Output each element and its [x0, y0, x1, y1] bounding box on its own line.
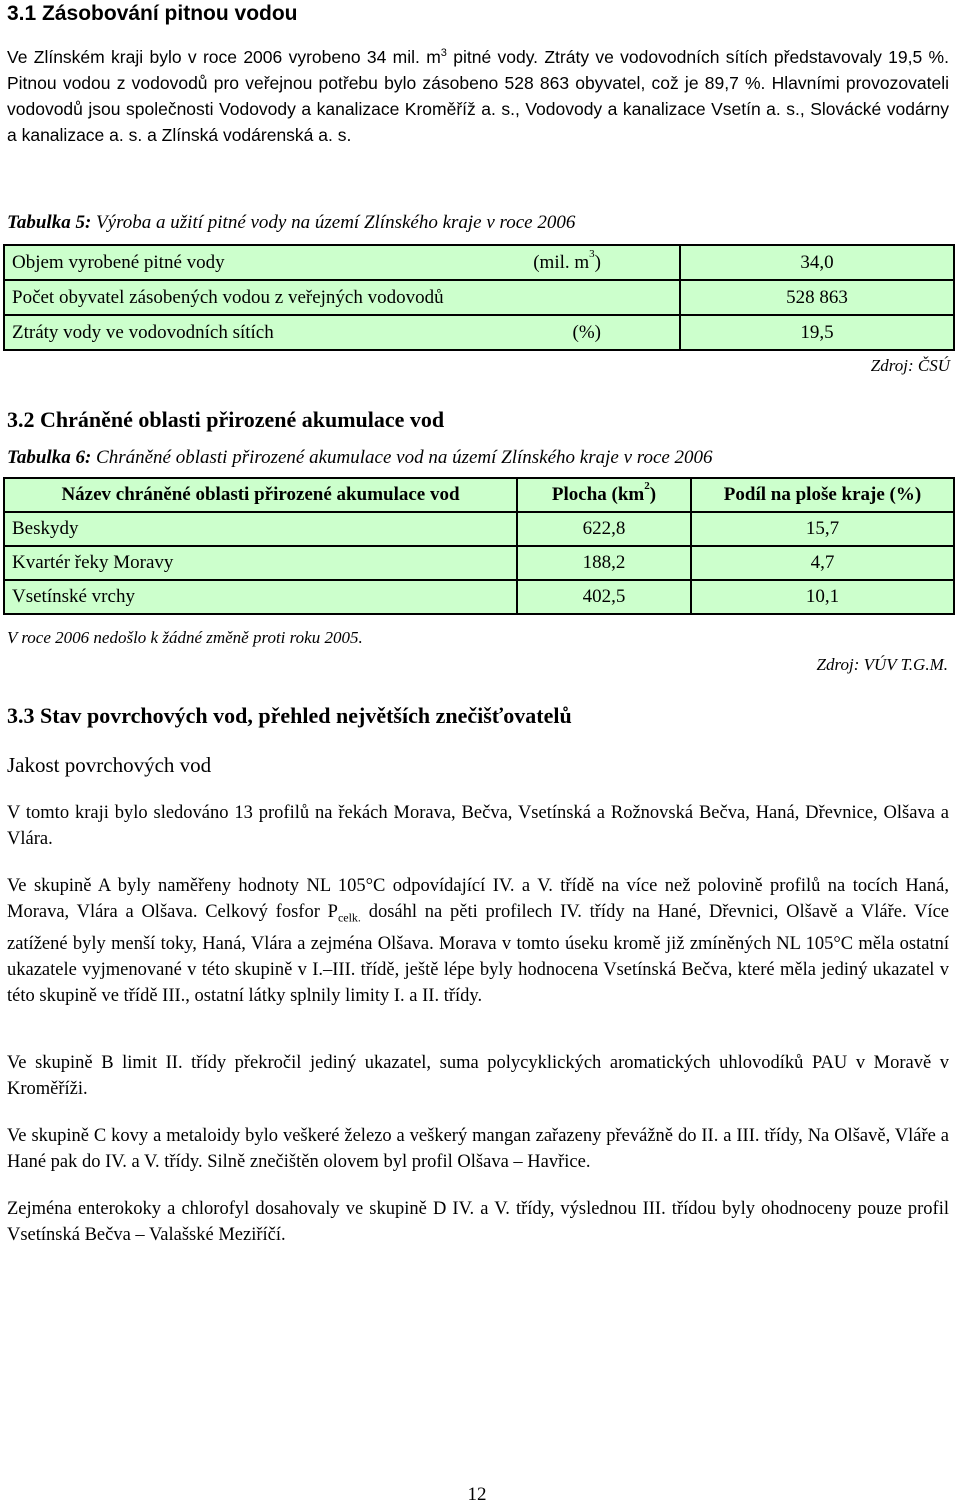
cell-area: 188,2 [517, 546, 691, 580]
table-5-cell-value: 34,0 [680, 245, 954, 280]
table-row [4, 315, 954, 350]
page-number: 12 [467, 1484, 487, 1505]
cell-area: 622,8 [517, 512, 691, 546]
table-row [4, 512, 954, 546]
table-5-caption-text: Výroba a užití pitné vody na území Zlínského kraje v roce 2006 [91, 212, 576, 233]
paragraph-2 [7, 873, 949, 1009]
section-3-3-subheading: Jakost povrchových vod [7, 753, 212, 777]
section-3-3-title: 3.3 Stav povrchových vod, přehled největších znečišťovatelů [7, 703, 572, 728]
header-name: Název chráněné oblasti přirozené akumulace vod [4, 478, 517, 512]
table-row [4, 546, 954, 580]
header-share: Podíl na ploše kraje (%) [691, 478, 954, 512]
table-row [4, 245, 954, 280]
header-area [517, 478, 691, 512]
table-5-cell-value: 19,5 [680, 315, 954, 350]
paragraph-3: Ve skupině B limit II. třídy překročil jediný ukazatel, suma polycyklických aromatických uhlovodíků PAU v Moravě v Kroměříži. [7, 1053, 949, 1099]
row-label: Počet obyvatel zásobených vodou z veřejných vodovodů [12, 286, 444, 308]
header-area-pre: Plocha (km [551, 484, 645, 505]
table-5-caption [7, 212, 575, 234]
row-unit: (%) [572, 322, 601, 343]
row-label: Objem vyrobené pitné vody [12, 251, 225, 273]
table-5-cell-label [4, 315, 680, 350]
table-row [4, 580, 954, 614]
cell-share: 10,1 [691, 580, 954, 614]
table-6 [3, 477, 955, 615]
cell-name: Beskydy [4, 512, 517, 546]
cell-area: 402,5 [517, 580, 691, 614]
p2-part-b: dosáhl na pěti profilech IV. třídy na Hané, Dřevnici, Olšavě a Vláře. Více zatížené byly menší toky, Haná, Vlára a zejména Olšava. Morava v tomto úseku kromě již zmíněných NL 105°C měla ostatní ukazatele vyjmenované v této skupině v I.–III. třídě, ještě lépe byly hodnocena Vsetínská Bečva, které měla jediný ukazatel v této skupině ve třídě III., ostatní látky splnily limity I. a II. třídy. [7, 902, 949, 1006]
para-rest: pitné vody. Ztráty ve vodovodních sítích představovaly 19,5 %. Pitnou vodou z vodovodů pro veřejnou potřebu bylo zásobeno 528 863 obyvatel, což je 89,7 %. Hlavními provozovateli vodovodů jsou společnosti Vodovody a kanalizace Kroměříž a. s., Vodovody a kanalizace Vsetín a. s., Slovácké vodárny a kanalizace a. s. a Zlínská vodárenská a. s. [7, 47, 949, 145]
p2-subscript: celk. [337, 910, 361, 925]
table-5-cell-label [4, 280, 680, 315]
unit-pre: (mil. m [533, 252, 590, 273]
table-6-caption-label: Tabulka 6: [7, 447, 92, 468]
unit-sup: 3 [589, 248, 595, 260]
row-label: Ztráty vody ve vodovodních sítích [12, 321, 274, 343]
table-5-source: Zdroj: ČSÚ [870, 356, 950, 375]
cell-share: 4,7 [691, 546, 954, 580]
para-prefix: Ve Zlínském kraji bylo v roce 2006 vyrobeno 34 mil. m [7, 47, 441, 67]
paragraph-1: V tomto kraji bylo sledováno 13 profilů na řekách Morava, Bečva, Vsetínská a Rožnovská Bečva, Haná, Dřevnice, Olšava a Vlára. [7, 803, 949, 849]
table-6-caption-text: Chráněné oblasti přirozené akumulace vod na území Zlínského kraje v roce 2006 [91, 447, 713, 468]
section-3-1-title: 3.1 Zásobování pitnou vodou [7, 2, 298, 25]
table-6-caption [7, 447, 713, 469]
section-3-1-paragraph [7, 44, 949, 148]
cell-name: Vsetínské vrchy [4, 580, 517, 614]
table-5-cell-label [4, 245, 680, 280]
table-header-row [4, 478, 954, 512]
table-6-note: V roce 2006 nedošlo k žádné změně proti roku 2005. [7, 628, 363, 647]
section-3-2-title: 3.2 Chráněné oblasti přirozené akumulace vod [7, 407, 445, 432]
paragraph-4: Ve skupině C kovy a metaloidy bylo veškeré železo a veškerý mangan zařazeny převážně do II. a III. třídy, Na Olšavě, Vláře a Hané pak do IV. a V. třídy. Silně znečištěn olovem byl profil Olšava – Havřice. [7, 1126, 949, 1172]
cell-name: Kvartér řeky Moravy [4, 546, 517, 580]
table-6-source: Zdroj: VÚV T.G.M. [816, 655, 948, 674]
table-5 [3, 244, 955, 351]
paragraph-5: Zejména enterokoky a chlorofyl dosahovaly ve skupině D IV. a V. třídy, výslednou III. třídou byly ohodnoceny pouze profil Vsetínská Bečva – Valašské Meziříčí. [7, 1199, 949, 1245]
p2-part-a: Ve skupině A byly naměřeny hodnoty NL 105°C odpovídající IV. a V. třídě na více než polovině profilů na tocích Haná, Morava, Vlára a Olšava. Celkový fosfor P [7, 876, 949, 922]
row-unit [533, 248, 601, 274]
header-area-post: ) [649, 484, 657, 505]
para-superscript: 3 [440, 47, 447, 59]
header-area-sup: 2 [644, 480, 650, 492]
unit-post: ) [594, 252, 601, 273]
table-row [4, 280, 954, 315]
table-5-cell-value: 528 863 [680, 280, 954, 315]
cell-share: 15,7 [691, 512, 954, 546]
table-5-caption-label: Tabulka 5: [7, 212, 92, 233]
